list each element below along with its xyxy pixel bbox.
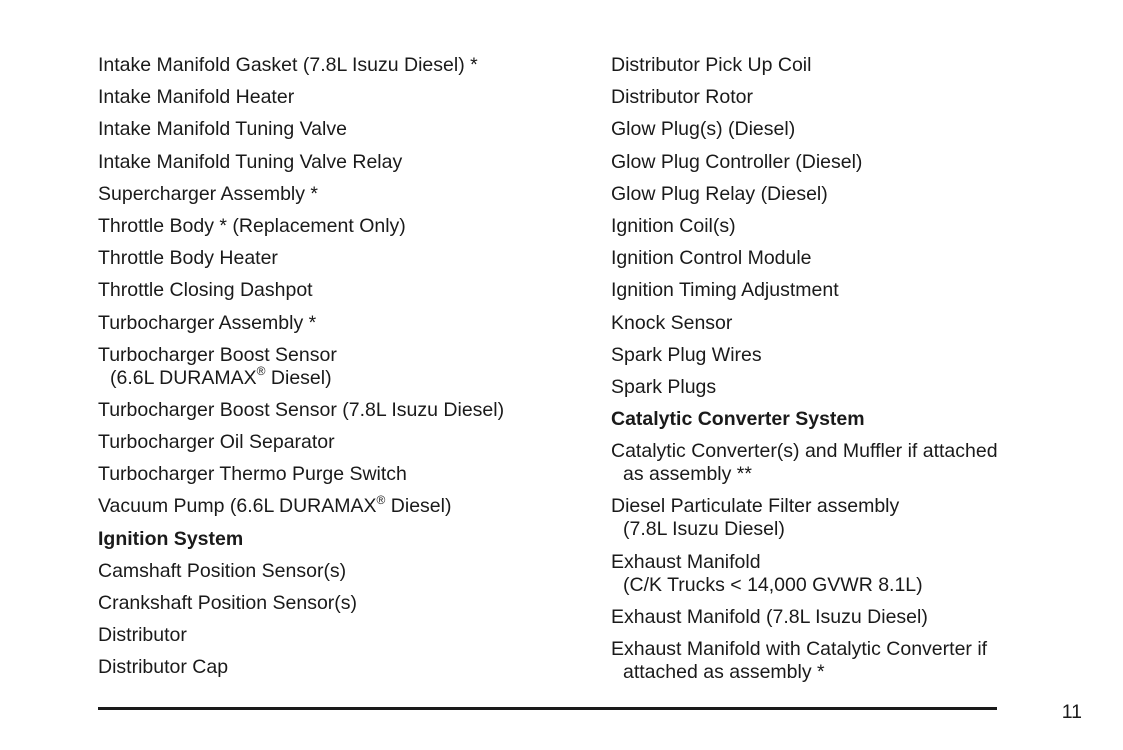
list-item [611,54,1051,77]
list-item-text: Turbocharger Boost Sensor [98,343,337,366]
section-heading [98,528,578,551]
list-item [611,279,1051,302]
list-item-text: Exhaust Manifold (7.8L Isuzu Diesel) [611,605,928,628]
list-item-text: Throttle Body * (Replacement Only) [98,214,406,237]
list-item [98,279,578,302]
list-item-text: Turbocharger Assembly * [98,311,317,334]
list-item-text: Throttle Body Heater [98,247,278,270]
list-item-text: Intake Manifold Heater [98,86,295,109]
list-item-text: Exhaust Manifold with Catalytic Converter if [611,638,988,660]
list-item-text: Distributor Pick Up Coil [611,54,812,76]
list-item [611,606,1051,629]
list-item-continuation: (7.8L Isuzu Diesel) [623,518,785,541]
list-item-text: Ignition Control Module [611,247,812,270]
list-item [98,86,578,109]
registered-mark: ® [376,492,386,507]
list-item [98,492,578,518]
list-item-text: Ignition Timing Adjustment [611,279,839,302]
list-item [611,551,1051,597]
list-item [98,656,578,679]
list-item [98,312,578,335]
list-item-text: Spark Plugs [611,375,717,398]
list-item-text: Distributor [98,624,187,647]
list-item [611,151,1051,174]
list-item-text: Ignition Coil(s) [611,214,736,237]
list-item [98,151,578,174]
page-number: 11 [1061,701,1082,723]
list-item-text: Intake Manifold Tuning Valve Relay [98,150,403,173]
list-item-text: Throttle Closing Dashpot [98,279,313,302]
list-item-text: Supercharger Assembly * [98,182,319,205]
list-item [98,54,578,77]
list-item-text: Vacuum Pump (6.6L DURAMAX® Diesel) [98,492,452,518]
list-item-text: Glow Plug Controller (Diesel) [611,150,863,173]
list-item-text: Exhaust Manifold [611,550,761,573]
registered-mark: ® [256,364,266,379]
list-item [611,86,1051,109]
list-item-text: Glow Plug(s) (Diesel) [611,118,796,141]
list-item [98,183,578,206]
list-item-continuation: (6.6L DURAMAX® Diesel) [110,364,332,389]
list-item [611,376,1051,399]
list-item-text: Turbocharger Boost Sensor (7.8L Isuzu Diesel) [98,398,505,421]
list-item [98,560,578,583]
list-item-text: Distributor Cap [98,656,229,679]
list-item-text: Intake Manifold Tuning Valve [98,118,347,141]
list-item-text: Glow Plug Relay (Diesel) [611,182,828,205]
list-item [98,118,578,141]
list-item [611,638,1051,684]
list-item [98,592,578,615]
list-item-text: Crankshaft Position Sensor(s) [98,592,358,614]
list-item-text: Knock Sensor [611,311,733,334]
list-item-text: Distributor Rotor [611,86,753,109]
left-column [98,54,578,689]
list-item [611,495,1051,541]
list-item [611,183,1051,206]
list-item-text: Ignition System [98,527,244,550]
right-column [611,54,1051,693]
list-item-text: Turbocharger Oil Separator [98,431,335,454]
list-item-continuation: (C/K Trucks < 14,000 GVWR 8.1L) [623,573,923,596]
list-item [98,215,578,238]
list-item-text: Catalytic Converter(s) and Muffler if attached [611,440,998,463]
list-item-text: Intake Manifold Gasket (7.8L Isuzu Diesel) * [98,54,478,76]
list-item [611,440,1051,486]
list-item-continuation: attached as assembly * [623,661,825,683]
list-item [98,431,578,454]
list-item-continuation: as assembly ** [623,463,752,486]
list-item-text: Turbocharger Thermo Purge Switch [98,463,407,486]
list-item [98,344,578,390]
list-item [611,344,1051,367]
list-item [611,312,1051,335]
list-item [98,247,578,270]
list-item-text: Diesel Particulate Filter assembly [611,495,900,518]
list-item [98,399,578,422]
footer-rule [98,707,997,710]
section-heading [611,408,1051,431]
list-item-text: Catalytic Converter System [611,408,865,431]
list-item [98,463,578,486]
list-item-text: Camshaft Position Sensor(s) [98,559,347,582]
list-item [611,118,1051,141]
list-item [611,247,1051,270]
list-item-text: Spark Plug Wires [611,343,762,366]
list-item [611,215,1051,238]
list-item [98,624,578,647]
